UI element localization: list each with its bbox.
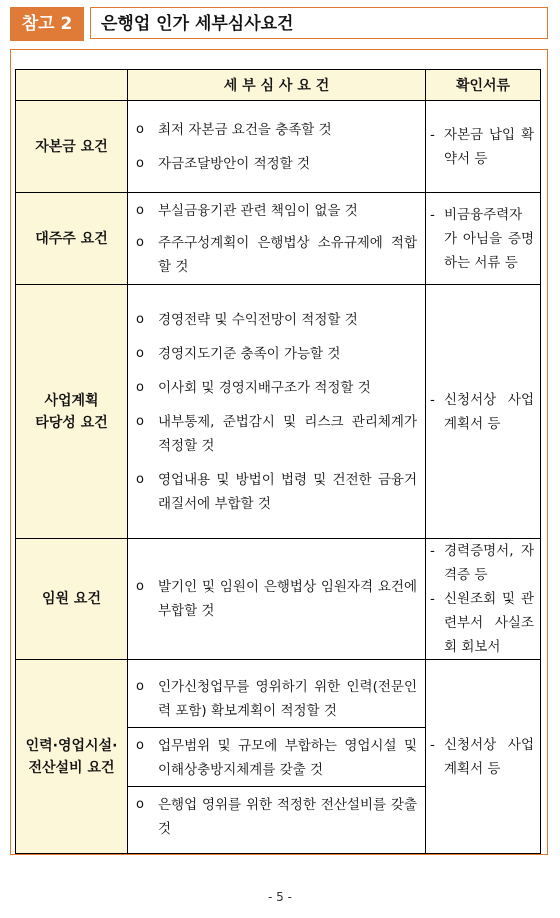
requirement-category — [16, 101, 128, 193]
bullet-icon: o — [136, 345, 144, 361]
header-documents: 확인서류 — [426, 70, 541, 101]
category-line: 인력·영업시설· — [25, 737, 118, 754]
dash-marker: - — [430, 126, 435, 143]
requirement-item — [128, 734, 425, 782]
header-category — [16, 70, 128, 101]
requirement-text: 내부통제, 준법감시 및 리스크 관리체계가 적정할 것 — [158, 413, 417, 454]
requirement-group — [128, 669, 425, 727]
document-text: 비금융주력자가 아님을 증명하는 서류 등 — [444, 206, 534, 271]
requirement-items — [128, 193, 426, 285]
bullet-icon: o — [136, 379, 144, 395]
requirement-text: 은행업 영위를 위한 적정한 전산설비를 갖출 것 — [158, 796, 417, 837]
category-line: 자본금 요건 — [35, 138, 108, 155]
bullet-icon: o — [136, 737, 144, 753]
requirement-items — [128, 660, 426, 854]
required-documents — [426, 539, 541, 660]
category-line: 임원 요건 — [42, 591, 101, 607]
required-documents — [426, 101, 541, 193]
requirement-item — [128, 308, 425, 332]
requirement-item — [128, 575, 425, 623]
requirement-item — [128, 152, 425, 176]
requirement-text: 영업내용 및 방법이 법령 및 건전한 금융거래질서에 부합할 것 — [158, 471, 417, 512]
requirement-item — [128, 376, 425, 400]
requirement-group — [128, 110, 425, 184]
table-row — [16, 101, 541, 193]
bullet-icon: o — [136, 155, 144, 171]
category-line: 전산설비 요건 — [28, 759, 115, 776]
bullet-icon: o — [136, 796, 144, 812]
requirement-item — [128, 342, 425, 366]
header-requirements: 세 부 심 사 요 건 — [128, 70, 426, 101]
document-item — [430, 587, 534, 659]
requirement-group — [128, 727, 425, 786]
requirement-items — [128, 539, 426, 660]
dash-marker: - — [430, 206, 435, 223]
document-text: 신청서상 사업계획서 등 — [444, 391, 534, 432]
table-row — [16, 193, 541, 285]
dash-marker: - — [430, 736, 435, 753]
document-text: 신청서상 사업계획서 등 — [444, 736, 534, 777]
title-bar — [10, 7, 548, 41]
requirements-table — [15, 69, 541, 854]
reference-tag: 참고 2 — [10, 7, 84, 41]
document-item — [430, 388, 534, 436]
document-item — [430, 733, 534, 781]
required-documents — [426, 660, 541, 854]
requirement-text: 업무범위 및 규모에 부합하는 영업시설 및 이해상충방지체계를 갖출 것 — [158, 737, 417, 778]
requirement-group — [128, 195, 425, 283]
requirement-text: 이사회 및 경영지배구조가 적정할 것 — [158, 379, 371, 396]
requirement-category — [16, 193, 128, 285]
dash-marker: - — [430, 591, 435, 607]
required-documents — [426, 193, 541, 285]
requirement-text: 경영지도기준 충족이 가능할 것 — [158, 345, 341, 362]
category-line: 대주주 요건 — [35, 230, 108, 247]
requirement-item — [128, 199, 425, 223]
document-item — [430, 123, 534, 171]
requirement-category — [16, 660, 128, 854]
page-title: 은행업 인가 세부심사요건 — [90, 7, 548, 39]
bullet-icon: o — [136, 471, 144, 487]
table-row — [16, 285, 541, 539]
requirement-text: 부실금융기관 관련 책임이 없을 것 — [158, 202, 358, 219]
category-line: 사업계획 — [44, 392, 99, 409]
page-number: - 5 - — [268, 890, 292, 904]
document-item — [430, 539, 534, 587]
dash-marker: - — [430, 391, 435, 408]
requirement-item — [128, 793, 425, 841]
requirement-text: 주주구성계획이 은행법상 소유규제에 적합할 것 — [158, 234, 417, 275]
requirement-item — [128, 468, 425, 516]
requirement-item — [128, 675, 425, 723]
bullet-icon: o — [136, 311, 144, 327]
table-header-row — [16, 70, 541, 101]
document-text: 신원조회 및 관련부서 사실조회 회보서 — [444, 591, 534, 655]
document-text: 경력증명서, 자격증 등 — [444, 543, 534, 583]
requirement-group — [128, 575, 425, 623]
requirement-item — [128, 118, 425, 142]
requirement-category — [16, 539, 128, 660]
requirement-category — [16, 285, 128, 539]
requirement-text: 자금조달방안이 적정할 것 — [158, 155, 311, 172]
requirement-text: 최저 자본금 요건을 충족할 것 — [158, 121, 332, 138]
dash-marker: - — [430, 543, 435, 559]
bullet-icon: o — [136, 579, 144, 594]
table-row — [16, 539, 541, 660]
bullet-icon: o — [136, 234, 144, 250]
requirement-item — [128, 231, 425, 279]
required-documents — [426, 285, 541, 539]
bullet-icon: o — [136, 202, 144, 218]
table-row — [16, 660, 541, 854]
bullet-icon: o — [136, 121, 144, 137]
bullet-icon: o — [136, 413, 144, 429]
requirement-items — [128, 285, 426, 539]
document-text: 자본금 납입 확약서 등 — [444, 126, 534, 167]
document-item — [430, 203, 534, 275]
requirement-items — [128, 101, 426, 193]
requirement-group — [128, 296, 425, 528]
bullet-icon: o — [136, 678, 144, 694]
requirement-text: 경영전략 및 수익전망이 적정할 것 — [158, 311, 358, 328]
requirement-text: 인가신청업무를 영위하기 위한 인력(전문인력 포함) 확보계획이 적정할 것 — [158, 678, 417, 719]
requirement-group — [128, 786, 425, 845]
category-line: 타당성 요건 — [35, 414, 108, 431]
requirement-item — [128, 410, 425, 458]
requirement-text: 발기인 및 임원이 은행법상 임원자격 요건에 부합할 것 — [158, 579, 417, 619]
